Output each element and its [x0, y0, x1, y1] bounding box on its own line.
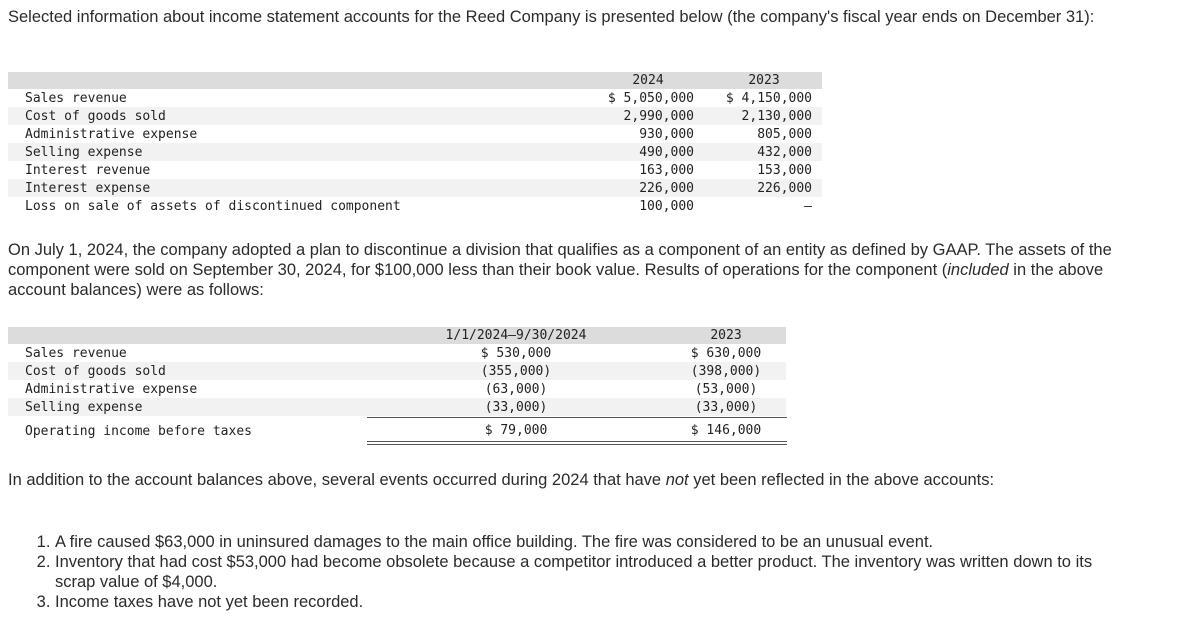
- events-list: [8, 532, 1128, 612]
- table2-value-2024: $ 530,000: [480, 346, 552, 361]
- table1-row-label: Administrative expense: [25, 127, 198, 142]
- table1-value-2023: 226,000: [757, 181, 812, 196]
- table1-value-2024: 100,000: [639, 199, 694, 214]
- table1-row-label: Loss on sale of assets of discontinued component: [25, 199, 401, 214]
- table2-value-2024: (63,000): [484, 382, 548, 397]
- table1-value-2023: 153,000: [757, 163, 812, 178]
- table1-header-band: [8, 72, 822, 89]
- table2-total-label: Operating income before taxes: [25, 424, 252, 439]
- subtotal-rule: [367, 417, 787, 418]
- table2-value-2023: (53,000): [694, 382, 758, 397]
- table2-header-band: [8, 327, 786, 344]
- table1-row-label: Cost of goods sold: [25, 109, 166, 124]
- table2-value-2024: (355,000): [480, 364, 552, 379]
- intro-paragraph: Selected information about income statement accounts for the Reed Company is presented below (the company's fiscal year ends on December 31):: [8, 8, 1095, 26]
- table1-value-2023: 432,000: [757, 145, 812, 160]
- table2-value-2023: $ 630,000: [690, 346, 762, 361]
- list-item: 1. A fire caused $63,000 in uninsured damages to the main office building. The fire was considered to be an unusual event.: [55, 532, 1128, 552]
- table1-value-2023: –: [804, 199, 812, 214]
- table1-header-2024: 2024: [632, 73, 664, 88]
- table2-row-label: Selling expense: [25, 400, 143, 415]
- table1-header-2023: 2023: [748, 73, 780, 88]
- table1-value-2023: $ 4,150,000: [725, 91, 812, 106]
- table2-value-2023: (33,000): [694, 400, 758, 415]
- events-intro-paragraph: In addition to the account balances above, several events occurred during 2024 that have not yet been reflected in the above accounts:: [8, 471, 995, 489]
- table2-row-label: Cost of goods sold: [25, 364, 166, 379]
- table2-total-2024: $ 79,000: [484, 423, 548, 438]
- table1-row-label: Interest revenue: [25, 163, 151, 178]
- table2-value-2023: (398,000): [690, 364, 762, 379]
- table1-row-label: Interest expense: [25, 181, 151, 196]
- table1-value-2023: 2,130,000: [741, 109, 812, 124]
- table1-row-label: Sales revenue: [25, 91, 127, 106]
- table1-value-2024: 490,000: [639, 145, 694, 160]
- table1-value-2024: $ 5,050,000: [607, 91, 694, 106]
- table2-value-2024: (33,000): [484, 400, 548, 415]
- table2-total-2023: $ 146,000: [690, 423, 762, 438]
- table1-value-2023: 805,000: [757, 127, 812, 142]
- discontinued-component-paragraph: On July 1, 2024, the company adopted a plan to discontinue a division that qualifies as a component of an entity as defined by GAAP. The assets of the component were sold on September 30, 2024, for $100,000 less than their book value. Results of operations for the component (included in the above account balances) were as follows:: [8, 241, 1112, 299]
- table2-header-2023: 2023: [710, 328, 742, 343]
- total-double-rule-top: [367, 441, 787, 442]
- table2-header-period: 1/1/2024–9/30/2024: [445, 328, 587, 343]
- table1-value-2024: 930,000: [639, 127, 694, 142]
- table1-value-2024: 2,990,000: [623, 109, 694, 124]
- list-item: 2. Inventory that had cost $53,000 had become obsolete because a competitor introduced a better product. The inventory was written down to its scrap value of $4,000.: [55, 552, 1128, 592]
- events-list-container: [8, 532, 1128, 612]
- table1-value-2024: 163,000: [639, 163, 694, 178]
- total-double-rule-bottom: [367, 444, 787, 445]
- table1-value-2024: 226,000: [639, 181, 694, 196]
- table2-row-label: Administrative expense: [25, 382, 198, 397]
- list-item: 3. Income taxes have not yet been recorded.: [55, 592, 1128, 612]
- table1-row-label: Selling expense: [25, 145, 143, 160]
- table2-row-label: Sales revenue: [25, 346, 127, 361]
